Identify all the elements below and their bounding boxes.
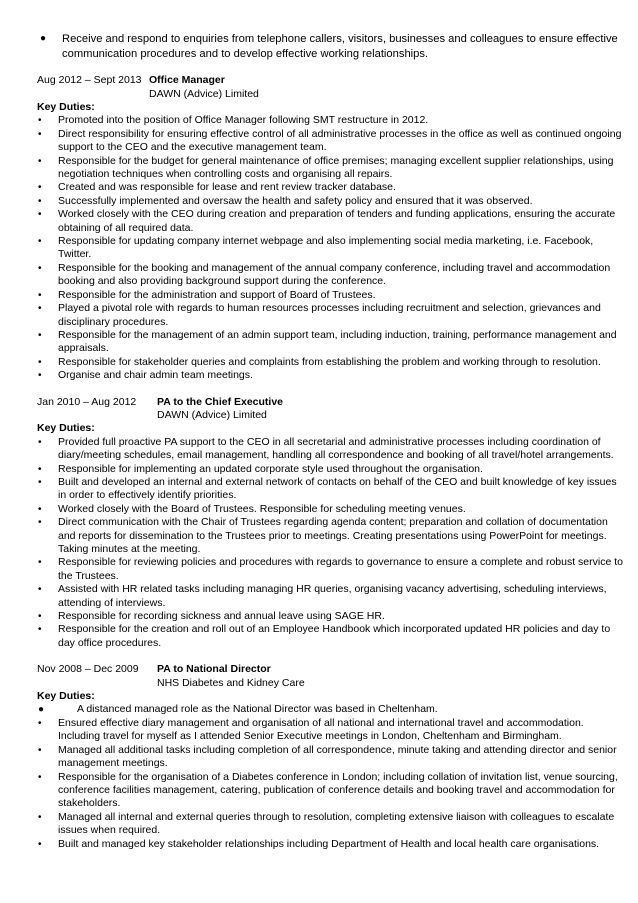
bullet-icon: ●: [38, 704, 45, 716]
list-item: [37, 195, 625, 208]
key-duties-heading: Key Duties:: [37, 422, 95, 435]
bullet-icon: •: [38, 838, 42, 850]
role-header: [37, 74, 625, 101]
list-item: [37, 623, 625, 650]
list-item-text: Provided full proactive PA support to the CEO in all secretarial and administrative processes including coordination of diary/meeting schedules, email management, handling all correspondence and booking of all travel/hotel arrangements.: [58, 435, 614, 462]
list-item: [37, 208, 625, 235]
list-item: [37, 744, 625, 771]
list-item-text: Worked closely with the CEO during creation and preparation of tenders and funding applications, ensuring the accurate obtaining of all required data.: [58, 208, 616, 234]
bullet-icon: •: [38, 115, 42, 127]
list-item-text: Successfully implemented and oversaw the health and safety policy and ensured that it was observed.: [58, 194, 533, 207]
role-dates: Aug 2012 – Sept 2013: [37, 74, 142, 87]
list-item: [37, 717, 625, 744]
bullet-icon: •: [38, 182, 42, 194]
list-item-text: Assisted with HR related tasks including managing HR queries, organising vacancy advertising, scheduling interviews, attending of interviews.: [58, 583, 607, 609]
list-item-text: Responsible for the booking and management of the annual company conference, including travel and accommodation booking and also providing background support during the conference.: [58, 261, 611, 288]
bullet-icon: •: [38, 209, 42, 221]
list-item-text: Organise and chair admin team meetings.: [58, 369, 253, 382]
list-item: [37, 262, 625, 289]
role-organisation: DAWN (Advice) Limited: [149, 87, 259, 100]
list-item-text: Responsible for reviewing policies and procedures with regards to governance to ensure a complete and robust service to the Trustees.: [58, 556, 623, 582]
list-item: [37, 181, 625, 194]
list-item: [37, 289, 625, 302]
list-item: [37, 463, 625, 476]
key-duties-heading: Key Duties:: [37, 690, 95, 703]
role-dates: Jan 2010 – Aug 2012: [37, 395, 137, 408]
list-item: [37, 610, 625, 623]
bullet-icon: •: [38, 557, 42, 569]
list-item: [37, 503, 625, 516]
list-item: [37, 32, 625, 61]
role-title: PA to the Chief Executive: [157, 395, 284, 408]
list-item: [37, 476, 625, 503]
list-item-text: Responsible for the administration and support of Board of Trustees.: [58, 288, 376, 301]
bullet-icon: •: [38, 195, 42, 207]
bullet-icon: •: [38, 128, 42, 140]
role-title: PA to National Director: [157, 663, 271, 676]
bullet-icon: •: [38, 436, 42, 448]
list-item: [37, 838, 625, 851]
list-item-text: Responsible for the budget for general maintenance of office premises; managing excellent supplier relationships, using negotiation techniques when controlling costs and organising all repairs.: [58, 154, 614, 181]
bullet-icon: •: [38, 811, 42, 823]
bullet-icon: •: [38, 262, 42, 274]
list-item: [37, 329, 625, 356]
bullet-icon: •: [38, 329, 42, 341]
list-item-text: Managed all internal and external queries through to resolution, completing extensive liaison with colleagues to escalate issues when required.: [58, 810, 615, 837]
list-item-text: Worked closely with the Board of Trustees. Responsible for scheduling meeting venues.: [58, 502, 466, 515]
bullet-icon: •: [38, 303, 42, 315]
list-item-text: Created and was responsible for lease and rent review tracker database.: [58, 181, 396, 194]
list-item-text: Responsible for recording sickness and annual leave using SAGE HR.: [58, 610, 385, 623]
list-item-text: A distanced managed role as the National Director was based in Cheltenham.: [77, 703, 438, 716]
list-item-text: Managed all additional tasks including completion of all correspondence, minute taking and attending director and senior management meetings.: [58, 743, 617, 770]
list-item-text: Responsible for the management of an admin support team, including induction, training, performance management and appraisals.: [58, 328, 617, 355]
list-item: [37, 703, 625, 716]
list-item: [37, 583, 625, 610]
list-item: [37, 771, 625, 811]
bullet-icon: •: [38, 624, 42, 636]
list-item-text: Direct communication with the Chair of Trustees regarding agenda content; preparation and collation of documentation and reports for dissemination to the Trustees prior to meetings. Creating presentations using PowerPoint for meetings. Taking minutes at the meeting.: [58, 516, 608, 555]
bullet-icon: •: [38, 517, 42, 529]
bullet-icon: •: [38, 236, 42, 248]
bullet-icon: •: [38, 503, 42, 515]
list-item: [37, 235, 625, 262]
bullet-icon: ●: [40, 33, 47, 44]
bullet-icon: •: [38, 463, 42, 475]
list-item-text: Direct responsibility for ensuring effective control of all administrative processes in the office as well as continued ongoing support to the CEO and the executive management team.: [58, 127, 622, 154]
list-item-text: Receive and respond to enquiries from telephone callers, visitors, businesses and colleagues to ensure effective communication procedures and to develop effective working relationships.: [62, 33, 618, 60]
cv-page: [37, 32, 625, 851]
bullet-icon: •: [38, 771, 42, 783]
list-item: [37, 436, 625, 463]
duties-list: [37, 436, 625, 651]
bullet-icon: •: [38, 584, 42, 596]
role-header: [37, 396, 625, 423]
list-item: [37, 302, 625, 329]
list-item-text: Promoted into the position of Office Manager following SMT restructure in 2012.: [58, 114, 429, 127]
list-item-text: Responsible for implementing an updated corporate style used throughout the organisation.: [58, 462, 483, 475]
list-item-text: Responsible for stakeholder queries and complaints from establishing the problem and working through to resolution.: [58, 355, 601, 368]
list-item: [37, 369, 625, 382]
list-item-text: Responsible for the organisation of a Diabetes conference in London; including collation of invitation list, venue sourcing, conference facilities management, catering, publication of conference details and booking travel and accommodation for stakeholders.: [58, 770, 618, 810]
list-item-text: Played a pivotal role with regards to human resources processes including recruitment and selection, grievances and disciplinary procedures.: [58, 302, 601, 328]
list-item: [37, 128, 625, 155]
role-header: [37, 663, 625, 690]
bullet-icon: •: [38, 356, 42, 368]
bullet-icon: •: [38, 611, 42, 623]
role-title: Office Manager: [149, 74, 225, 87]
list-item-text: Responsible for updating company internet webpage and also implementing social media marketing, i.e. Facebook, Twitter.: [58, 235, 594, 261]
list-item: [37, 556, 625, 583]
list-item-text: Responsible for the creation and roll out of an Employee Handbook which incorporated updated HR policies and day to day office procedures.: [58, 623, 611, 649]
intro-list: [37, 32, 625, 61]
list-item: [37, 811, 625, 838]
list-item: [37, 155, 625, 182]
list-item: [37, 516, 625, 556]
duties-list: [37, 703, 625, 850]
bullet-icon: •: [38, 476, 42, 488]
role-section-pa-national-director: [37, 663, 625, 851]
role-dates: Nov 2008 – Dec 2009: [37, 663, 139, 676]
bullet-icon: •: [38, 155, 42, 167]
list-item: [37, 114, 625, 127]
bullet-icon: •: [38, 289, 42, 301]
list-item-text: Ensured effective diary management and organisation of all national and international travel and accommodation. Including travel for myself as I attended Senior Executive meetings in London, Cheltenham and Birmingham.: [58, 716, 584, 743]
role-section-office-manager: [37, 74, 625, 382]
list-item-text: Built and managed key stakeholder relationships including Department of Health and local health care organisations.: [58, 837, 600, 850]
key-duties-heading: Key Duties:: [37, 101, 95, 113]
role-organisation: NHS Diabetes and Kidney Care: [157, 676, 305, 689]
duties-list: [37, 114, 625, 382]
list-item: [37, 356, 625, 369]
bullet-icon: •: [38, 744, 42, 756]
role-organisation: DAWN (Advice) Limited: [157, 408, 267, 421]
bullet-icon: •: [38, 370, 42, 382]
role-section-pa-chief-executive: [37, 396, 625, 651]
bullet-icon: •: [38, 717, 42, 729]
list-item-text: Built and developed an internal and external network of contacts on behalf of the CEO and built knowledge of key issues in order to effectively identify priorities.: [58, 475, 617, 502]
